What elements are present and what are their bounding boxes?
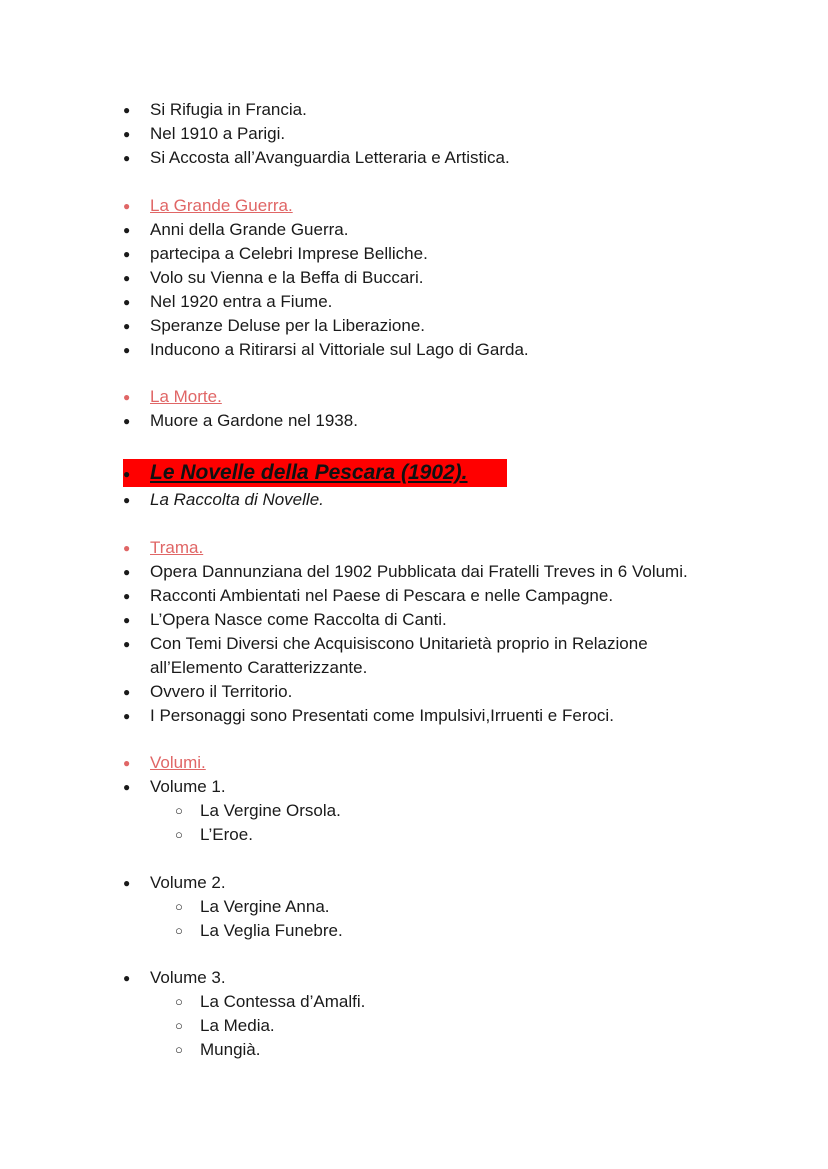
volume-label: ● Volume 3. [150,966,226,990]
list-item: ● Opera Dannunziana del 1902 Pubblicata dai Fratelli Treves in 6 Volumi. [150,560,688,584]
list-item: ● L’Opera Nasce come Raccolta di Canti. [150,608,447,632]
volume-label: ● Volume 1. [150,775,226,799]
list-item: ● La Raccolta di Novelle. [150,488,324,512]
list-item: ● Inducono a Ritirarsi al Vittoriale sul Lago di Garda. [150,338,529,362]
list-item: ● Con Temi Diversi che Acquisiscono Unitarietà proprio in Relazione [150,632,648,656]
list-item: ● Nel 1920 entra a Fiume. [150,290,332,314]
section-heading-trama[interactable] [150,536,203,560]
sub-list-item: ○ Mungià. [200,1038,260,1062]
page-title: Le Novelle della Pescara (1902). [150,461,468,484]
list-item: ● Anni della Grande Guerra. [150,218,348,242]
section-heading-grande-guerra[interactable] [150,194,293,218]
list-item: ● Si Rifugia in Francia. [150,98,307,122]
list-item: ● Si Accosta all’Avanguardia Letteraria e Artistica. [150,146,510,170]
list-item: ● Ovvero il Territorio. [150,680,292,704]
list-item: ● Muore a Gardone nel 1938. [150,409,358,433]
section-heading-volumi[interactable] [150,751,206,775]
list-item: ● Volo su Vienna e la Beffa di Buccari. [150,266,423,290]
heading-link[interactable]: Trama. [150,538,204,557]
sub-list-item: ○ La Media. [200,1014,275,1038]
list-item-continuation: all’Elemento Caratterizzante. [150,658,368,677]
sub-list-item: ○ La Vergine Anna. [200,895,330,919]
list-item: ● partecipa a Celebri Imprese Belliche. [150,242,428,266]
sub-list-item: ○ L’Eroe. [200,823,253,847]
sub-list-item: ○ La Contessa d’Amalfi. [200,990,365,1014]
sub-list-item: ○ La Veglia Funebre. [200,919,343,943]
list-item: ● I Personaggi sono Presentati come Impulsivi,Irruenti e Feroci. [150,704,614,728]
volume-label: ● Volume 2. [150,871,226,895]
heading-link[interactable]: La Grande Guerra. [150,196,293,215]
sub-list-item: ○ La Vergine Orsola. [200,799,341,823]
heading-link[interactable]: La Morte. [150,387,222,406]
heading-link[interactable]: Volumi. [150,753,206,772]
section-heading-morte[interactable] [150,385,222,409]
list-item: ● Racconti Ambientati nel Paese di Pescara e nelle Campagne. [150,584,613,608]
list-item: ● Speranze Deluse per la Liberazione. [150,314,425,338]
list-item: ● Nel 1910 a Parigi. [150,122,285,146]
section-title-novelle [150,460,468,487]
